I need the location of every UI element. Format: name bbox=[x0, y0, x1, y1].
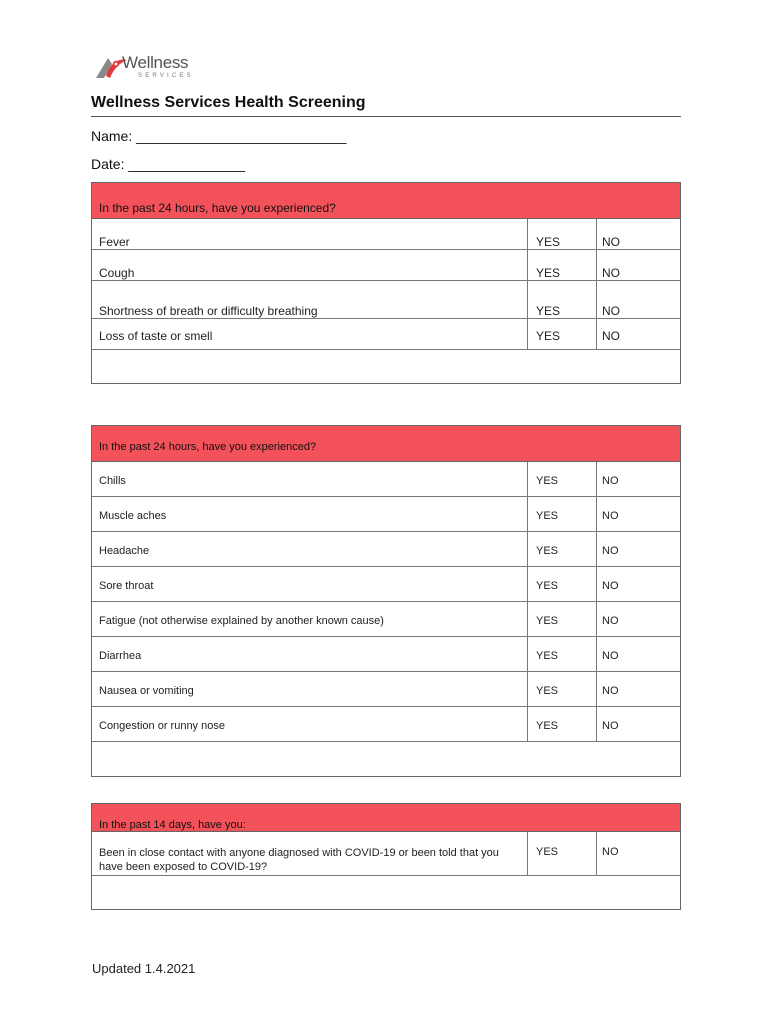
yes-option[interactable]: YES bbox=[536, 329, 561, 343]
no-option[interactable]: NO bbox=[602, 615, 619, 627]
yes-option[interactable]: YES bbox=[536, 615, 559, 627]
updated-date: Updated 1.4.2021 bbox=[92, 961, 196, 976]
question-label: Cough bbox=[99, 266, 135, 280]
section-header bbox=[92, 804, 680, 832]
question-row-chills bbox=[92, 462, 680, 497]
blank-row bbox=[92, 350, 680, 383]
question-row-muscle-aches bbox=[92, 497, 680, 532]
no-option[interactable]: NO bbox=[602, 304, 620, 318]
question-row-headache bbox=[92, 532, 680, 567]
no-option[interactable]: NO bbox=[602, 650, 619, 662]
question-label: Headache bbox=[99, 545, 150, 557]
question-row-diarrhea bbox=[92, 637, 680, 672]
logo-subtitle: SERVICES bbox=[138, 73, 194, 79]
title-divider bbox=[91, 116, 681, 117]
question-label: Nausea or vomiting bbox=[99, 685, 194, 697]
no-option[interactable]: NO bbox=[602, 510, 619, 522]
question-label: Shortness of breath or difficulty breathing bbox=[99, 304, 318, 318]
name-field[interactable]: Name: ___________________________ bbox=[91, 128, 347, 144]
yes-option[interactable]: YES bbox=[536, 720, 559, 732]
no-option[interactable]: NO bbox=[602, 266, 620, 280]
symptoms-section-1 bbox=[91, 182, 681, 384]
question-label: Been in close contact with anyone diagnosed with COVID-19 or been told that you have been exposed to COVID-19? bbox=[99, 847, 499, 873]
logo-wordmark: Wellness bbox=[122, 53, 189, 72]
question-row-nausea bbox=[92, 672, 680, 707]
yes-option[interactable]: YES bbox=[536, 545, 559, 557]
no-option[interactable]: NO bbox=[602, 720, 619, 732]
no-option[interactable]: NO bbox=[602, 545, 619, 557]
symptoms-section-2 bbox=[91, 425, 681, 777]
section-header-text: In the past 24 hours, have you experienced? bbox=[99, 441, 317, 453]
page-title: Wellness Services Health Screening bbox=[91, 94, 366, 111]
yes-option[interactable]: YES bbox=[536, 304, 561, 318]
yes-option[interactable]: YES bbox=[536, 580, 559, 592]
yes-option[interactable]: YES bbox=[536, 510, 559, 522]
blank-row bbox=[92, 876, 680, 909]
date-field[interactable]: Date: _______________ bbox=[91, 156, 246, 172]
question-row-fever bbox=[92, 219, 680, 250]
question-label: Muscle aches bbox=[99, 510, 167, 522]
no-option[interactable]: NO bbox=[602, 329, 620, 343]
question-label: Loss of taste or smell bbox=[99, 329, 213, 343]
question-label: Fever bbox=[99, 235, 130, 249]
yes-option[interactable]: YES bbox=[536, 846, 559, 858]
wellness-logo bbox=[94, 50, 204, 84]
yes-option[interactable]: YES bbox=[536, 266, 561, 280]
question-row-loss-of-taste bbox=[92, 319, 680, 350]
no-option[interactable]: NO bbox=[602, 846, 619, 858]
section-header bbox=[92, 426, 680, 462]
no-option[interactable]: NO bbox=[602, 685, 619, 697]
question-label: Sore throat bbox=[99, 580, 154, 592]
question-label: Diarrhea bbox=[99, 650, 142, 662]
question-row-close-contact bbox=[92, 832, 680, 876]
question-row-fatigue bbox=[92, 602, 680, 637]
section-header-text: In the past 14 days, have you: bbox=[99, 819, 246, 831]
question-label: Fatigue (not otherwise explained by another known cause) bbox=[99, 615, 384, 627]
no-option[interactable]: NO bbox=[602, 475, 619, 487]
blank-row bbox=[92, 742, 680, 776]
question-row-sore-throat bbox=[92, 567, 680, 602]
question-row-cough bbox=[92, 250, 680, 281]
yes-option[interactable]: YES bbox=[536, 475, 559, 487]
exposure-section bbox=[91, 803, 681, 910]
question-row-shortness-of-breath bbox=[92, 281, 680, 319]
yes-option[interactable]: YES bbox=[536, 650, 559, 662]
no-option[interactable]: NO bbox=[602, 235, 620, 249]
yes-option[interactable]: YES bbox=[536, 235, 561, 249]
no-option[interactable]: NO bbox=[602, 580, 619, 592]
section-header bbox=[92, 183, 680, 219]
question-row-congestion bbox=[92, 707, 680, 742]
section-header-text: In the past 24 hours, have you experienced? bbox=[99, 201, 336, 215]
yes-option[interactable]: YES bbox=[536, 685, 559, 697]
question-label: Congestion or runny nose bbox=[99, 720, 225, 732]
question-label: Chills bbox=[99, 475, 126, 487]
